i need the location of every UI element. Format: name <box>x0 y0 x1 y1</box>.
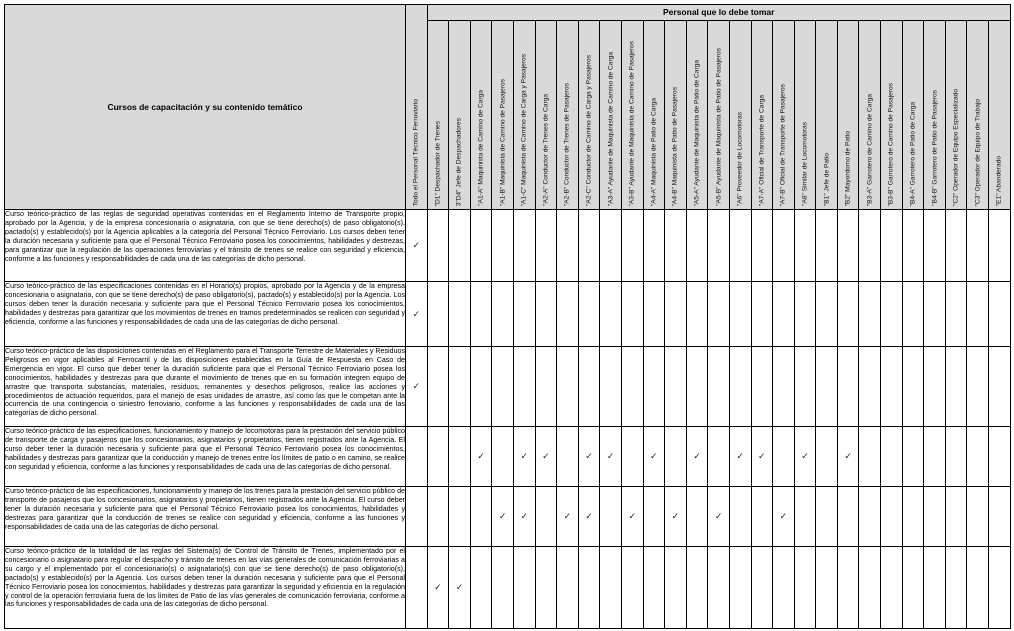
course-description: Curso teórico-práctico de las reglas de seguridad operativas contenidas en el Reglamento Interno de Transporte propio, aprobado por la Agencia, y de la empresa concesionaria o asignataria, con que se tiene derecho(s) de paso obligatorio(s), pactado(s) y establecido(s) por la Agencia aplicables a la categoría del Personal Técnico Ferroviario. Los cursos deben tener la duración necesaria y suficiente para que el Personal Técnico Ferroviario posea los conocimientos, habilidades y destrezas, para garantizar que la regulación de las operaciones ferroviarias y el tránsito de trenes se realice con seguridad y eficiencia, conforme a las funciones y responsabilidades de cada una de las categorías de dicho personal. <box>5 210 406 282</box>
requirement-cell <box>600 487 622 547</box>
requirement-cell <box>643 547 665 629</box>
requirement-cell <box>859 427 881 487</box>
requirement-cell <box>621 487 643 547</box>
requirement-cell <box>967 427 989 487</box>
requirement-cell <box>837 347 859 427</box>
requirement-cell <box>924 210 946 282</box>
requirement-cell <box>492 487 514 547</box>
requirement-cell <box>427 427 449 487</box>
requirement-cell <box>470 210 492 282</box>
personnel-title: Personal que lo debe tomar <box>427 5 1010 21</box>
column-header <box>427 21 449 210</box>
requirement-cell <box>816 347 838 427</box>
requirement-cell <box>557 347 579 427</box>
column-header-label: "A2-C" Conductor de Camino de Carga y Pasajeros <box>585 55 593 206</box>
requirement-cell <box>449 347 471 427</box>
requirement-cell <box>643 210 665 282</box>
column-header <box>729 21 751 210</box>
column-header-label: 3"D4" Jefe de Despachadores <box>455 117 463 206</box>
column-header-label: "A6" Proveedor de Locomotoras <box>736 111 744 206</box>
column-header-label: "C2" Operador de Equipo Especializado <box>952 89 960 206</box>
column-header-label: "A7-B" Oficial de Transporte de Pasajeros <box>779 83 787 206</box>
requirement-cell <box>773 347 795 427</box>
requirement-cell <box>816 210 838 282</box>
header-row-top <box>5 5 1011 21</box>
column-header-label: Todo el Personal Técnico Ferroviario <box>412 98 420 206</box>
requirement-cell <box>492 547 514 629</box>
requirement-cell <box>902 347 924 427</box>
requirement-cell <box>881 210 903 282</box>
checkmark-icon: ✓ <box>434 582 442 592</box>
requirement-cell <box>989 427 1011 487</box>
requirement-cell <box>449 282 471 347</box>
course-row <box>5 487 1011 547</box>
checkmark-icon: ✓ <box>412 240 421 250</box>
checkmark-icon: ✓ <box>628 511 636 521</box>
requirement-cell <box>470 282 492 347</box>
requirement-cell <box>513 347 535 427</box>
requirement-cell <box>406 347 428 427</box>
requirement-cell <box>989 547 1011 629</box>
requirement-cell <box>708 282 730 347</box>
requirement-cell <box>686 487 708 547</box>
requirement-cell <box>816 427 838 487</box>
requirement-cell <box>794 347 816 427</box>
column-header <box>751 21 773 210</box>
requirement-cell <box>686 282 708 347</box>
requirement-cell <box>794 487 816 547</box>
requirement-cell <box>427 282 449 347</box>
column-header-label: "A5-A" Ayudante de Maquinista de Patio de Carga <box>693 59 701 206</box>
requirement-cell <box>967 547 989 629</box>
requirement-cell <box>794 210 816 282</box>
column-header <box>859 21 881 210</box>
column-header <box>665 21 687 210</box>
column-header-label: "A2-A" Conductor de Trenes de Carga <box>542 94 550 206</box>
requirement-cell <box>837 427 859 487</box>
requirement-cell <box>686 547 708 629</box>
requirement-cell <box>729 547 751 629</box>
column-header-label: "B4-B" Garrotero de Patio de Pasajeros <box>930 90 938 206</box>
requirement-cell <box>794 547 816 629</box>
requirement-cell <box>578 487 600 547</box>
course-description: Curso teórico-práctico de la totalidad de las reglas del Sistema(s) de Control de Tránsito de Trenes, implementado por el concesionario o asignatario para regular el despacho y tránsito de trenes en las vías generales de comunicación ferroviarias a su cargo y el implementado por el concesionario(s) o asignatario(s) con que se tiene derecho(s) de paso obligatorio(s), pactado(s) y establecido(s) por la Agencia. Los cursos deben tener la duración necesaria y suficiente para que el Personal Técnico Ferroviario posea los conocimientos, habilidades y destrezas para garantizar la seguridad y eficiencia en la regulación y control de la operación ferroviaria fuera de los límites de Patio de las vías generales de comunicación ferroviaria, conforme a las funciones y responsabilidades de cada una de las categorías de dicho personal. <box>5 547 406 629</box>
course-description: Curso teórico-práctico de las especificaciones, funcionamiento y manejo de locomotoras para la prestación del servicio público de transporte de carga y pasajeros que los concesionarios, asignatarios y propietarios, tienen registrados ante la Agencia. El curso deber tener la duración necesaria y suficiente para que el Personal Técnico Ferroviario posea los conocimientos, habilidades y destrezas para garantizar que la conducción y manejo de trenes entre los límites de patio o en camino, se realice con seguridad y eficiencia, conforme a las funciones y responsabilidades de cada una de las categorías de dicho personal. <box>5 427 406 487</box>
requirement-cell <box>643 282 665 347</box>
column-header <box>902 21 924 210</box>
requirement-cell <box>967 210 989 282</box>
requirement-cell <box>449 427 471 487</box>
requirement-cell <box>449 487 471 547</box>
requirement-cell <box>513 427 535 487</box>
column-header <box>773 21 795 210</box>
requirement-cell <box>794 282 816 347</box>
checkmark-icon: ✓ <box>498 511 507 521</box>
requirement-cell <box>665 487 687 547</box>
requirement-cell <box>665 547 687 629</box>
requirement-cell <box>924 282 946 347</box>
requirement-cell <box>989 487 1011 547</box>
course-row <box>5 547 1011 629</box>
requirement-cell <box>686 210 708 282</box>
column-header <box>513 21 535 210</box>
requirement-cell <box>729 427 751 487</box>
requirement-cell <box>665 347 687 427</box>
requirement-cell <box>902 210 924 282</box>
course-row <box>5 210 1011 282</box>
requirement-cell <box>773 210 795 282</box>
requirement-cell <box>449 210 471 282</box>
column-header <box>535 21 557 210</box>
checkmark-icon: ✓ <box>736 451 744 461</box>
column-header-label: "B4-A" Garrotero de Patio de Carga <box>909 101 917 206</box>
column-header <box>621 21 643 210</box>
requirement-cell <box>643 427 665 487</box>
checkmark-icon: ✓ <box>606 451 615 461</box>
requirement-cell <box>859 210 881 282</box>
requirement-cell <box>578 547 600 629</box>
requirement-cell <box>621 427 643 487</box>
requirement-cell <box>859 347 881 427</box>
requirement-cell <box>751 210 773 282</box>
requirement-cell <box>794 427 816 487</box>
requirement-cell <box>708 347 730 427</box>
requirement-cell <box>578 282 600 347</box>
checkmark-icon: ✓ <box>542 451 550 461</box>
requirement-cell <box>708 210 730 282</box>
requirement-cell <box>578 347 600 427</box>
requirement-cell <box>773 547 795 629</box>
requirement-cell <box>773 487 795 547</box>
requirement-cell <box>449 547 471 629</box>
checkmark-icon: ✓ <box>455 582 464 592</box>
column-header-label: "A3-B" Ayudante de Maquinista de Camino de Pasajeros <box>628 40 636 206</box>
column-header <box>600 21 622 210</box>
requirement-cell <box>837 282 859 347</box>
checkmark-icon: ✓ <box>585 451 593 461</box>
requirement-cell <box>557 547 579 629</box>
requirement-cell <box>945 282 967 347</box>
requirement-cell <box>708 487 730 547</box>
checkmark-icon: ✓ <box>520 511 529 521</box>
column-header <box>686 21 708 210</box>
checkmark-icon: ✓ <box>714 511 723 521</box>
courses-title: Cursos de capacitación y su contenido temático <box>5 5 406 210</box>
requirement-cell <box>427 487 449 547</box>
column-header-label: "B1" Jefe de Patio <box>822 152 830 206</box>
requirement-cell <box>989 210 1011 282</box>
column-header-label: "A1-A" Maquinista de Camino de Carga <box>477 90 485 206</box>
training-courses-table <box>4 4 1011 629</box>
requirement-cell <box>621 547 643 629</box>
requirement-cell <box>945 547 967 629</box>
column-header-label: "D1" Despachador de Trenes <box>434 120 442 206</box>
requirement-cell <box>902 282 924 347</box>
checkmark-icon: ✓ <box>693 451 701 461</box>
checkmark-icon: ✓ <box>412 308 421 319</box>
course-row <box>5 282 1011 347</box>
requirement-cell <box>837 210 859 282</box>
requirement-cell <box>816 282 838 347</box>
requirement-cell <box>924 347 946 427</box>
requirement-cell <box>902 547 924 629</box>
requirement-cell <box>729 487 751 547</box>
requirement-cell <box>967 282 989 347</box>
requirement-cell <box>945 210 967 282</box>
requirement-cell <box>535 427 557 487</box>
requirement-cell <box>708 427 730 487</box>
requirement-cell <box>881 427 903 487</box>
column-header <box>794 21 816 210</box>
column-header-label: "B3-B" Garrotero de Camino de Pasajeros <box>887 82 895 206</box>
requirement-cell <box>535 210 557 282</box>
requirement-cell <box>578 210 600 282</box>
requirement-cell <box>924 427 946 487</box>
requirement-cell <box>535 487 557 547</box>
requirement-cell <box>881 282 903 347</box>
checkmark-icon: ✓ <box>650 451 658 461</box>
requirement-cell <box>492 282 514 347</box>
column-header <box>881 21 903 210</box>
column-header <box>492 21 514 210</box>
requirement-cell <box>751 347 773 427</box>
requirement-cell <box>406 427 428 487</box>
requirement-cell <box>535 347 557 427</box>
requirement-cell <box>751 487 773 547</box>
requirement-cell <box>557 282 579 347</box>
requirement-cell <box>406 282 428 347</box>
requirement-cell <box>729 347 751 427</box>
requirement-cell <box>427 547 449 629</box>
requirement-cell <box>686 427 708 487</box>
column-header <box>924 21 946 210</box>
column-header <box>578 21 600 210</box>
requirement-cell <box>751 282 773 347</box>
requirement-cell <box>708 547 730 629</box>
requirement-cell <box>492 427 514 487</box>
requirement-cell <box>557 210 579 282</box>
requirement-cell <box>470 487 492 547</box>
course-row <box>5 347 1011 427</box>
column-header <box>449 21 471 210</box>
requirement-cell <box>406 210 428 282</box>
column-header <box>989 21 1011 210</box>
requirement-cell <box>945 347 967 427</box>
requirement-cell <box>513 210 535 282</box>
column-header <box>967 21 989 210</box>
requirement-cell <box>557 427 579 487</box>
requirement-cell <box>600 547 622 629</box>
column-header-label: "A1-B" Maquinista de Camino de Pasajeros <box>498 78 506 206</box>
requirement-cell <box>513 547 535 629</box>
checkmark-icon: ✓ <box>758 451 766 461</box>
requirement-cell <box>881 487 903 547</box>
requirement-cell <box>967 347 989 427</box>
requirement-cell <box>621 282 643 347</box>
requirement-cell <box>967 487 989 547</box>
requirement-cell <box>881 547 903 629</box>
requirement-cell <box>902 487 924 547</box>
requirement-cell <box>989 347 1011 427</box>
checkmark-icon: ✓ <box>412 381 421 391</box>
requirement-cell <box>773 282 795 347</box>
requirement-cell <box>859 282 881 347</box>
column-header-label: "A4-B" Maquinista de Patio de Pasajeros <box>671 86 679 206</box>
requirement-cell <box>729 210 751 282</box>
column-header <box>816 21 838 210</box>
course-row <box>5 427 1011 487</box>
requirement-cell <box>665 210 687 282</box>
requirement-cell <box>665 282 687 347</box>
requirement-cell <box>837 547 859 629</box>
column-header-label: "A2-B" Conductor de Trenes de Pasajeros <box>563 82 571 206</box>
column-header-label: "A1-C" Maquinista de Camino de Carga y Pasajeros <box>520 53 528 206</box>
requirement-cell <box>600 210 622 282</box>
column-header <box>557 21 579 210</box>
requirement-cell <box>665 427 687 487</box>
checkmark-icon: ✓ <box>801 451 809 461</box>
requirement-cell <box>406 547 428 629</box>
column-header-label: "A7-A" Oficial de Transporte de Carga <box>758 95 766 206</box>
column-header-label: "A4-A" Maquinista de Patio de Carga <box>650 97 658 206</box>
column-header-label: "E1" Abanderado <box>995 155 1003 206</box>
course-description: Curso teórico-práctico de las disposiciones contenidas en el Reglamento para el Transporte Terrestre de Materiales y Residuos Peligrosos en vigor aplicables al Ferrocarril y de las disposiciones establecidas en la Guía de Respuesta en Caso de Emergencia en vigor. El curso que deber tener la duración suficiente para que el Personal Técnico Ferroviario posea los conocimientos, habilidades y destrezas para que durante el movimiento de trenes que en su formación integren equipo de arrastre que transporta substancias, materiales, residuos, remanentes y desechos peligrosos, realice las acciones y procedimientos de actuación requeridos, para el manejo de esas unidades de arrastre, así como las que le competan ante la ocurrencia de una contingencia o siniestro ferroviario, conforme a las funciones y responsabilidades de cada una de las categorías de dicho personal. <box>5 347 406 427</box>
column-header <box>837 21 859 210</box>
requirement-cell <box>751 427 773 487</box>
requirement-cell <box>924 547 946 629</box>
requirement-cell <box>945 487 967 547</box>
requirement-cell <box>621 210 643 282</box>
requirement-cell <box>513 487 535 547</box>
requirement-cell <box>427 210 449 282</box>
checkmark-icon: ✓ <box>671 511 680 521</box>
requirement-cell <box>859 547 881 629</box>
requirement-cell <box>600 347 622 427</box>
column-header-label: "A5-B" Ayudante de Maquinista de Patio de Pasajeros <box>714 48 722 206</box>
requirement-cell <box>989 282 1011 347</box>
requirement-cell <box>557 487 579 547</box>
requirement-cell <box>837 487 859 547</box>
checkmark-icon: ✓ <box>844 451 852 461</box>
checkmark-icon: ✓ <box>563 511 572 521</box>
checkmark-icon: ✓ <box>477 451 485 461</box>
column-header <box>708 21 730 210</box>
requirement-cell <box>406 487 428 547</box>
column-header <box>945 21 967 210</box>
requirement-cell <box>470 347 492 427</box>
requirement-cell <box>924 487 946 547</box>
column-header <box>643 21 665 210</box>
requirement-cell <box>773 427 795 487</box>
requirement-cell <box>600 282 622 347</box>
column-header-label: "A8" Similar de Locomotoras <box>801 122 809 206</box>
checkmark-icon: ✓ <box>779 511 788 521</box>
requirement-cell <box>492 347 514 427</box>
requirement-cell <box>535 282 557 347</box>
requirement-cell <box>881 347 903 427</box>
checkmark-icon: ✓ <box>520 451 529 461</box>
requirement-cell <box>751 547 773 629</box>
requirement-cell <box>729 282 751 347</box>
column-header-label: "B2" Mayordomo de Patio <box>844 130 852 206</box>
column-header-label: "A3-A" Ayudante de Maquinista de Camino de Carga <box>606 51 614 206</box>
requirement-cell <box>816 547 838 629</box>
requirement-cell <box>535 547 557 629</box>
requirement-cell <box>427 347 449 427</box>
requirement-cell <box>902 427 924 487</box>
requirement-cell <box>816 487 838 547</box>
course-description: Curso teórico-práctico de las especificaciones contenidas en el Horario(s) propios, aprobado por la Agencia y de la empresa concesionaria o asignataria, con que se tiene derecho(s) de paso obligatorio(s), pactado(s) y establecido(s) por la Agencia. Los cursos deben tener la duración necesaria y suficiente para que el Personal Técnico Ferroviario posea los conocimientos, habilidades y destrezas para garantizar que los movimientos de trenes en tramos predeterminados se realicen con seguridad y eficiencia, conforme a las funciones y responsabilidades de cada una de las categorías de dicho personal. <box>5 282 406 347</box>
column-header-label: "C3" Operador de Equipo de Trabajo <box>973 98 981 206</box>
column-header <box>406 5 428 210</box>
courses-body <box>5 210 1011 629</box>
column-header <box>470 21 492 210</box>
requirement-cell <box>513 282 535 347</box>
requirement-cell <box>643 347 665 427</box>
requirement-cell <box>859 487 881 547</box>
requirement-cell <box>600 427 622 487</box>
checkmark-icon: ✓ <box>585 511 593 521</box>
course-description: Curso teórico-práctico de las especificaciones, funcionamiento y manejo de los trenes para la prestación del servicio público de transporte de pasajeros que los concesionarios, asignatarios y propietarios, tienen registrados ante la Agencia. El curso deber tener la duración necesaria y suficiente para que el Personal Técnico Ferroviario posea los conocimientos, habilidades y destrezas para garantizar que la conducción de trenes se realice con seguridad y eficiencia, conforme a las funciones y responsabilidades de cada una de las categorías de dicho personal. <box>5 487 406 547</box>
requirement-cell <box>945 427 967 487</box>
column-header-label: "B3-A" Garrotero de Camino de Carga <box>866 93 874 206</box>
requirement-cell <box>470 547 492 629</box>
requirement-cell <box>492 210 514 282</box>
requirement-cell <box>686 347 708 427</box>
requirement-cell <box>578 427 600 487</box>
requirement-cell <box>621 347 643 427</box>
requirement-cell <box>470 427 492 487</box>
requirement-cell <box>643 487 665 547</box>
